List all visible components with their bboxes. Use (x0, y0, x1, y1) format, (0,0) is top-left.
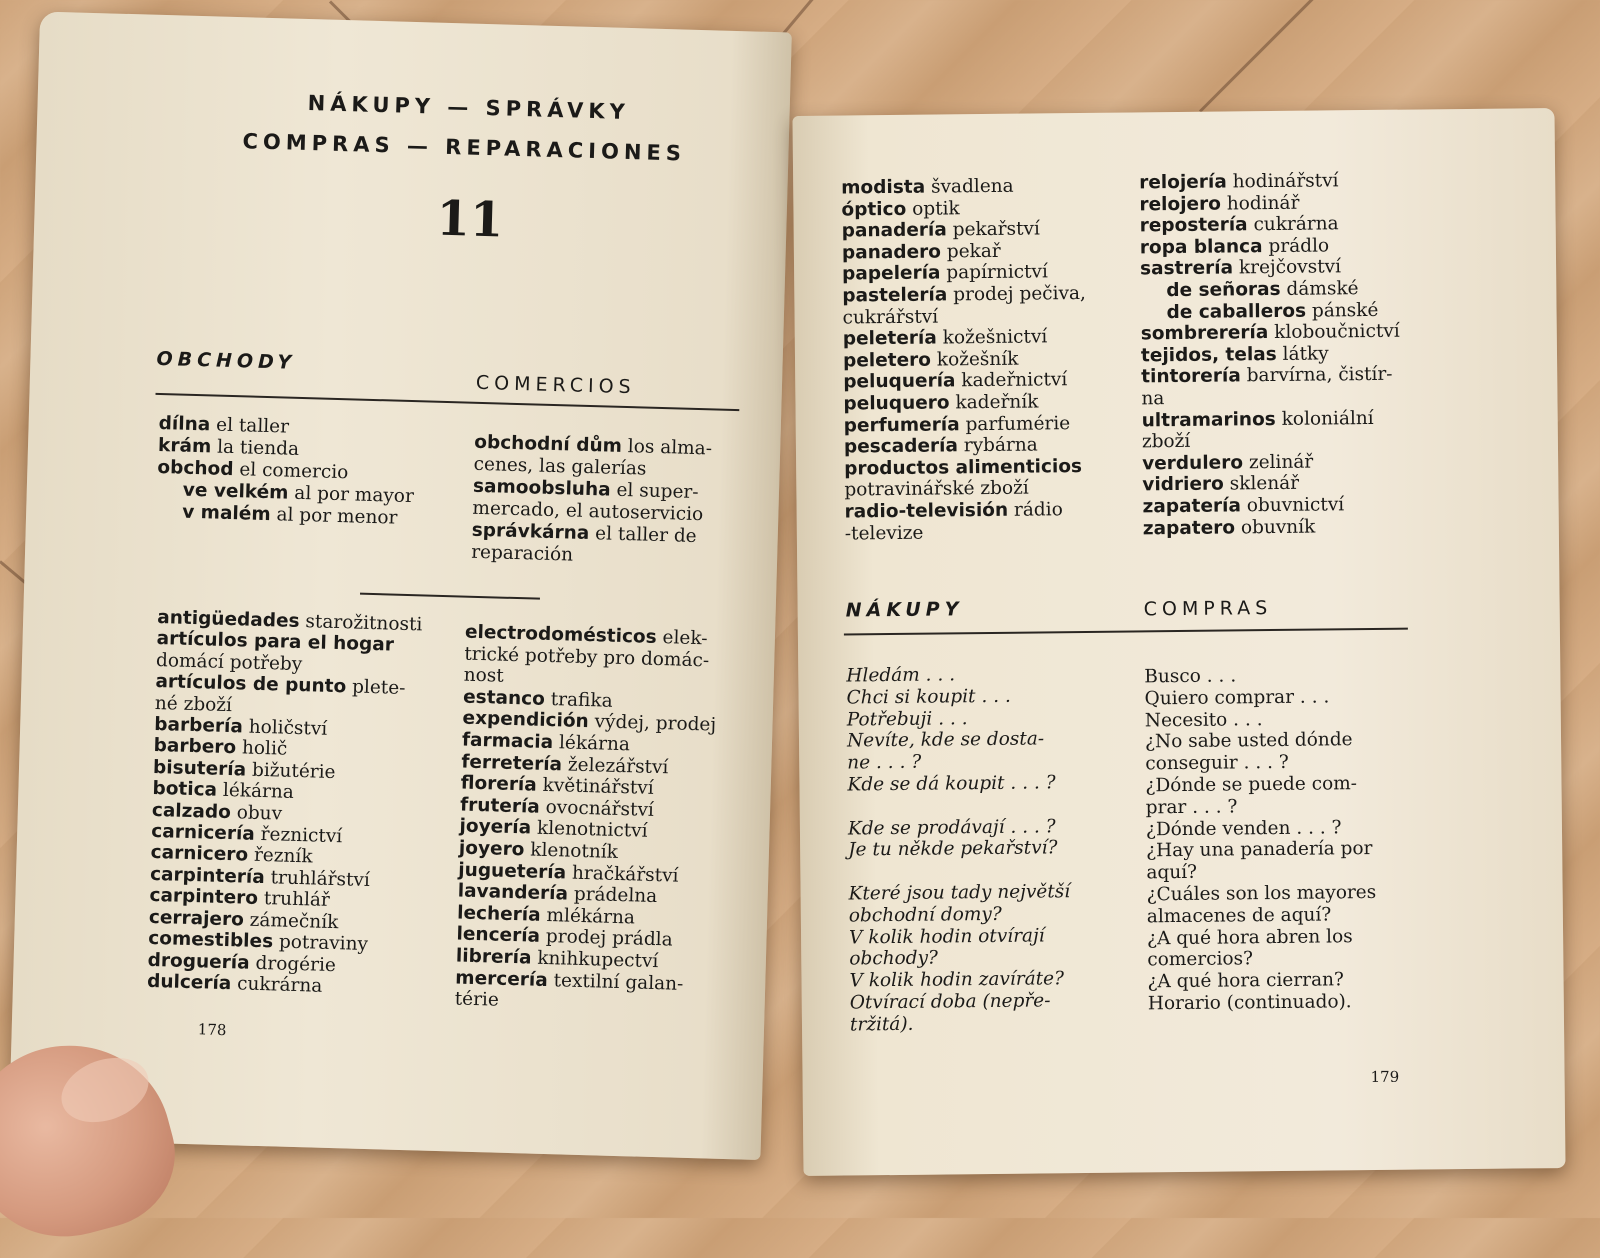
list-item: estanco trafika (462, 686, 613, 712)
list-item: perfumería parfumérie (843, 412, 1071, 437)
list-item: bisutería bižutérie (152, 756, 336, 783)
list-item: nost (463, 664, 505, 687)
phrase-line: Otvírací doba (nepře- (849, 990, 1051, 1014)
list-item: lavandería prádelna (457, 880, 658, 908)
list-item: tintorería barvírna, čistír- (1141, 364, 1393, 388)
list-item: barbería holičství (153, 714, 328, 740)
phrase-line: Busco . . . (1144, 665, 1237, 688)
list-item: de señoras dámské (1166, 278, 1359, 302)
chapter-number: 11 (435, 190, 505, 249)
section-header-spanish: COMERCIOS (475, 371, 636, 399)
page-number: 179 (1370, 1067, 1400, 1087)
phrase-line: V kolik hodin otvírají (848, 924, 1045, 949)
term-row: samoobsluha el super- (472, 475, 699, 504)
list-item: carpintero truhlář (149, 885, 331, 912)
term-row: reparación (470, 541, 574, 566)
phrase-line: ¿Hay una panadería por (1146, 838, 1373, 862)
phrase-line: obchody? (849, 947, 939, 970)
list-item: né zboží (154, 692, 233, 716)
shop-list-right (454, 622, 718, 1018)
list-item: botica lékárna (152, 778, 295, 804)
phrase-line: Necesito . . . (1144, 708, 1263, 731)
phrase-line: ¿Dónde venden . . . ? (1145, 816, 1342, 840)
list-item: zboží (1141, 430, 1191, 453)
list-item: trické potřeby pro domác- (464, 643, 710, 672)
right-page (792, 108, 1565, 1176)
list-item: cukrářství (842, 306, 939, 329)
list-item: modista švadlena (841, 175, 1014, 199)
section-header-spanish: COMPRAS (1143, 597, 1273, 621)
phrase-line: ¿No sabe usted dónde (1144, 729, 1353, 753)
list-item: librería knihkupectví (455, 945, 659, 973)
list-item: tejidos, telas látky (1140, 343, 1329, 367)
list-item: sombrerería kloboučnictví (1140, 320, 1400, 345)
list-item: lechería mlékárna (456, 902, 636, 929)
phrase-line: ¿A qué hora cierran? (1147, 969, 1344, 993)
list-item: verdulero zelinář (1142, 451, 1314, 475)
list-item: peletero kožešník (842, 348, 1019, 372)
list-item: zapatería obuvnictví (1142, 494, 1345, 518)
list-item: ferretería železářství (461, 751, 669, 778)
term-row: obchodní dům los alma- (473, 431, 713, 460)
term-row: krám la tienda (157, 434, 300, 460)
term-row: ve velkém al por mayor (182, 479, 415, 508)
basic-terms-left (156, 413, 416, 530)
list-item: artículos para el hogar (156, 628, 395, 657)
phrases-czech (846, 663, 1071, 1036)
phrase-line: ¿Dónde se puede com- (1145, 773, 1358, 797)
list-item: florería květinářství (460, 772, 654, 800)
section-rule (155, 393, 739, 411)
list-item: joyería klenotnictví (459, 815, 648, 843)
divider-rule (360, 593, 540, 600)
title-spanish: COMPRAS — REPARACIONES (242, 129, 687, 166)
phrase-line (848, 794, 1070, 818)
phrase-line: tržitá). (849, 1013, 914, 1036)
list-item: antigüedades starožitnosti (156, 607, 423, 636)
list-item: frutería ovocnářství (459, 794, 655, 821)
phrase-line (848, 859, 1070, 883)
list-item: barbero holič (153, 735, 288, 761)
list-item: electrodomésticos elek- (464, 621, 708, 650)
phrase-line: Kde se dá koupit . . . ? (847, 772, 1056, 796)
basic-terms-right (471, 432, 712, 571)
phrase-line: obchodní domy? (848, 903, 1002, 927)
list-item: relojería hodinářství (1139, 170, 1339, 194)
list-item: na (1141, 388, 1165, 410)
list-item: peluquería kadeřnictví (843, 369, 1068, 393)
list-item: farmacia lékárna (461, 729, 631, 756)
phrase-line: V kolik hodin zavíráte? (849, 968, 1065, 992)
phrase-line: ¿Cuáles son los mayores (1146, 881, 1377, 906)
phrase-line: Potřebuji . . . (846, 707, 968, 731)
phrase-line: prar . . . ? (1145, 796, 1238, 819)
list-item: -televize (844, 522, 924, 544)
list-item: radio-televisión rádio (844, 499, 1063, 523)
phrase-line: Kde se prodávají . . . ? (847, 815, 1056, 840)
phrase-line: Horario (continuado). (1147, 991, 1352, 1015)
list-item: productos alimenticios (844, 455, 1083, 480)
list-item: droguería drogérie (147, 949, 337, 976)
term-row: dílna el taller (158, 412, 290, 438)
list-item: térie (454, 988, 500, 1011)
phrase-line: ¿A qué hora abren los (1146, 925, 1353, 949)
shop-list-right (1139, 170, 1402, 540)
list-item: de caballeros pánské (1166, 299, 1379, 323)
list-item: juguetería hračkářství (458, 859, 679, 887)
list-item: relojero hodinář (1139, 192, 1300, 215)
term-row: obchod el comercio (157, 456, 349, 484)
list-item: domácí potřeby (155, 649, 303, 675)
list-item: cerrajero zámečník (148, 906, 339, 933)
list-item: peluquero kadeřník (843, 391, 1039, 415)
list-item: artículos de punto plete- (155, 671, 406, 700)
list-item: repostería cukrárna (1139, 213, 1339, 237)
list-item: comestibles potraviny (148, 927, 369, 956)
list-item: ropa blanca prádlo (1139, 235, 1330, 259)
list-item: vidriero sklenář (1142, 473, 1300, 496)
term-row: cenes, las galerías (473, 453, 647, 480)
list-item: potravinářské zboží (844, 477, 1029, 501)
section-header-czech: OBCHODY (156, 347, 297, 374)
list-item: mercería textilní galan- (455, 966, 684, 995)
section-rule (844, 628, 1408, 636)
term-row: správkárna el taller de (471, 519, 697, 548)
section-header-czech: NÁKUPY (845, 598, 964, 622)
list-item: peletería kožešnictví (842, 326, 1048, 350)
phrase-line: Které jsou tady největší (848, 881, 1071, 905)
list-item: pastelería prodej pečiva, (842, 282, 1086, 307)
list-item: papelería papírnictví (842, 261, 1048, 285)
phrase-line: conseguir . . . ? (1145, 752, 1289, 775)
list-item: ultramarinos koloniální (1141, 407, 1374, 431)
list-item: calzado obuv (151, 799, 283, 825)
term-row: mercado, el autoservicio (472, 497, 704, 526)
phrase-line: Hledám . . . (846, 664, 956, 687)
list-item: carpintería truhlářství (149, 863, 371, 891)
list-item: pescadería rybárna (843, 434, 1038, 458)
floor-seam (1199, 0, 1314, 113)
shop-list-left (841, 175, 1088, 545)
list-item: sastrería krejčovství (1139, 256, 1342, 280)
shop-list-left (147, 607, 423, 1000)
term-row: v malém al por menor (181, 501, 398, 529)
phrase-line: almacenes de aquí? (1146, 904, 1332, 928)
list-item: zapatero obuvník (1142, 516, 1316, 539)
phrases-spanish (1144, 664, 1377, 1015)
phrase-line: comercios? (1147, 948, 1254, 971)
page-number: 178 (197, 1020, 227, 1040)
phrase-line: Chci si koupit . . . (846, 685, 1011, 709)
phrase-line: Quiero comprar . . . (1144, 686, 1330, 710)
list-item: carnicería řeznictví (151, 820, 343, 848)
phrase-line: ne . . . ? (847, 751, 922, 774)
phrase-line: Je tu někde pekařství? (848, 837, 1058, 861)
list-item: panadería pekařství (841, 218, 1040, 242)
list-item: panadero pekař (841, 240, 1001, 264)
list-item: óptico optik (841, 197, 960, 221)
list-item: lencería prodej prádla (456, 923, 673, 951)
list-item: dulcería cukrárna (146, 970, 323, 997)
phrase-line: Nevíte, kde se dosta- (846, 728, 1045, 752)
list-item: joyero klenotník (458, 837, 619, 863)
list-item: carnicero řezník (150, 842, 313, 868)
phrase-line: aquí? (1146, 861, 1198, 884)
list-item: expendición výdej, prodej (462, 707, 717, 737)
left-page (9, 12, 792, 1161)
title-czech: NÁKUPY — SPRÁVKY (307, 91, 631, 125)
